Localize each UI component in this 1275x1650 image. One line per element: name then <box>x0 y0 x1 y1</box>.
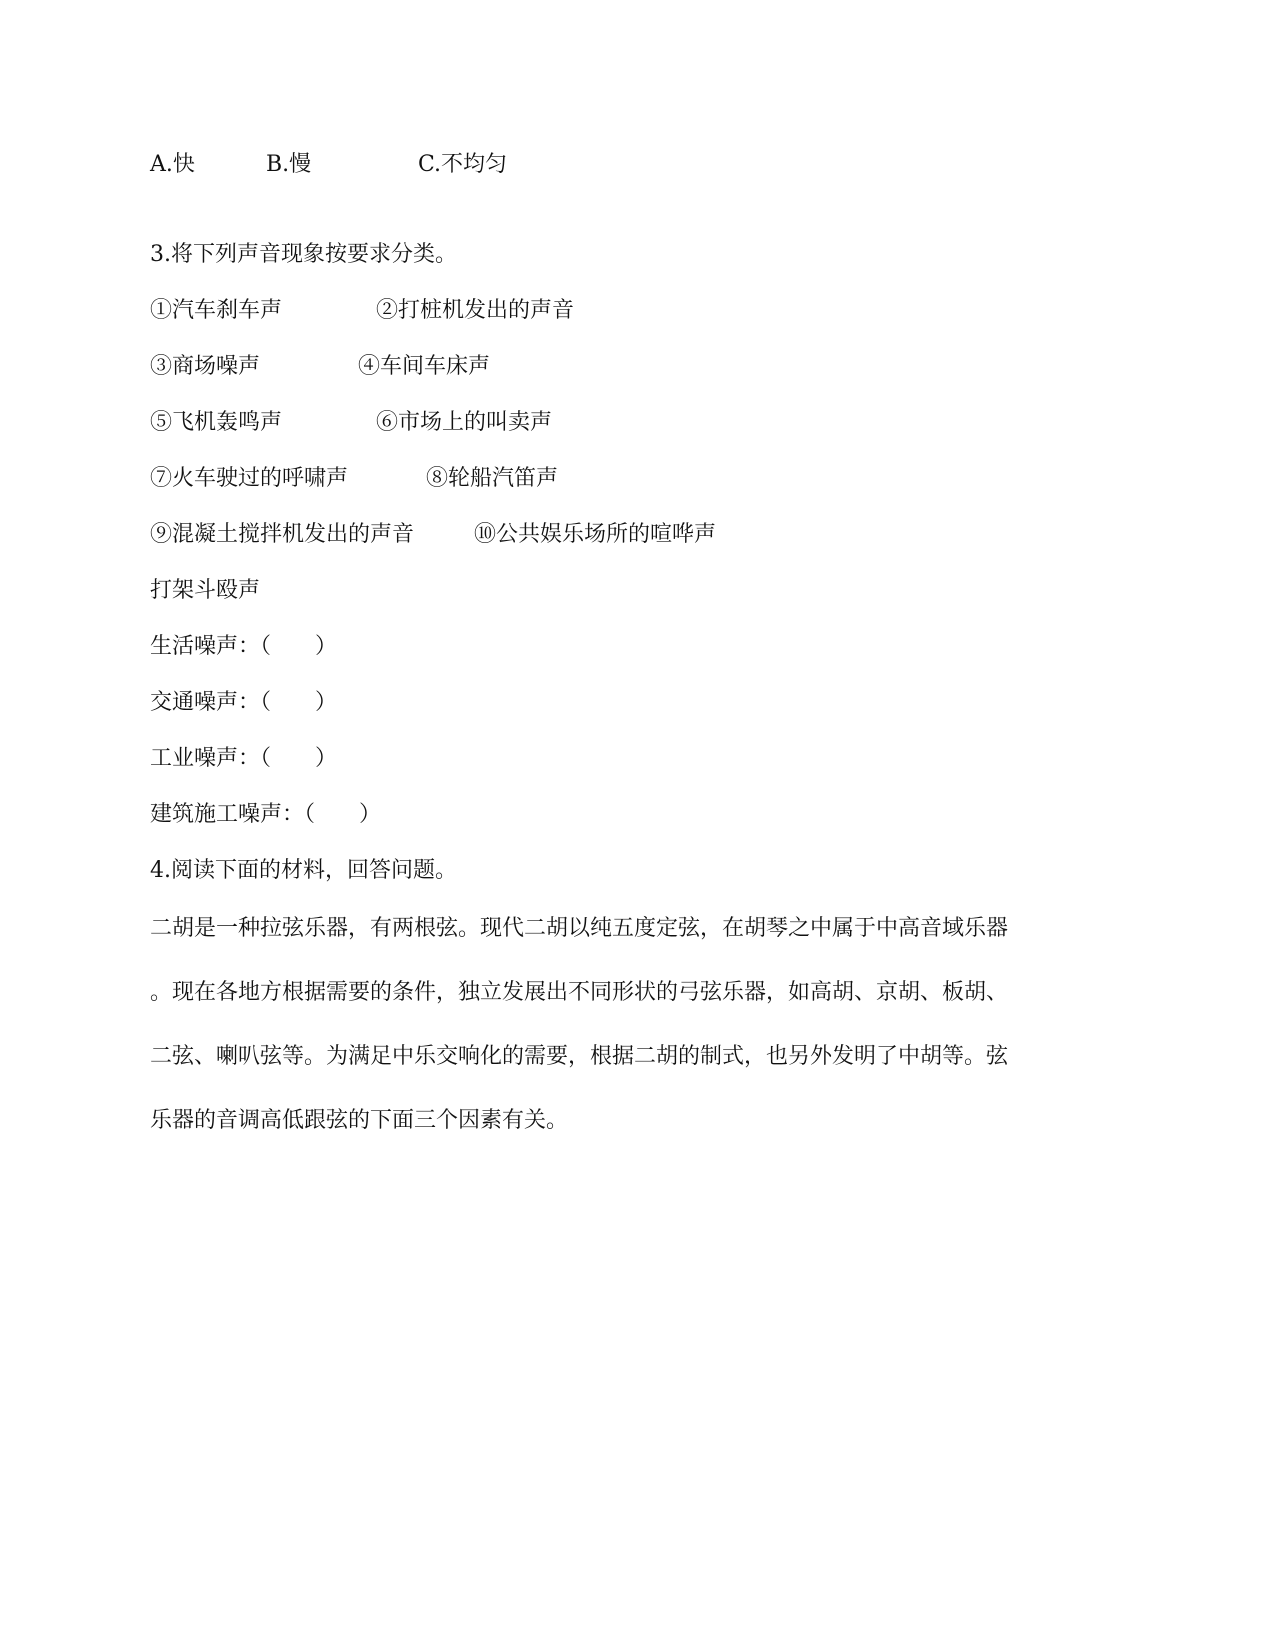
list-item: ⑨混凝土搅拌机发出的声音 <box>150 522 415 547</box>
list-item: ⑥市场上的叫卖声 <box>376 410 553 435</box>
question-3-title: 3.将下列声音现象按要求分类。 <box>150 242 457 267</box>
list-item: ⑤飞机轰鸣声 <box>150 410 283 435</box>
paragraph-line: 二弦、喇叭弦等。为满足中乐交响化的需要，根据二胡的制式，也另外发明了中胡等。弦 <box>150 1044 1009 1069</box>
list-item: ①汽车刹车声 <box>150 298 283 323</box>
category-traffic-noise: 交通噪声：（ ） <box>150 690 338 715</box>
list-item: ③商场噪声 <box>150 354 261 379</box>
list-item: ⑩公共娱乐场所的喧哗声 <box>474 522 717 547</box>
question-4-title: 4.阅读下面的材料，回答问题。 <box>150 858 457 883</box>
list-item: ⑦火车驶过的呼啸声 <box>150 466 349 491</box>
option-c: C.不均匀 <box>418 152 508 177</box>
category-industrial-noise: 工业噪声：（ ） <box>150 746 338 771</box>
list-item: 打架斗殴声 <box>150 578 261 603</box>
option-a: A.快 <box>150 152 195 177</box>
paragraph-line: 。现在各地方根据需要的条件，独立发展出不同形状的弓弦乐器，如高胡、京胡、板胡、 <box>150 980 1009 1005</box>
paragraph-line: 二胡是一种拉弦乐器，有两根弦。现代二胡以纯五度定弦，在胡琴之中属于中高音域乐器 <box>150 916 1009 941</box>
option-b: B.慢 <box>266 152 312 177</box>
list-item: ④车间车床声 <box>358 354 491 379</box>
list-item: ⑧轮船汽笛声 <box>426 466 559 491</box>
category-construction-noise: 建筑施工噪声：（ ） <box>150 802 382 827</box>
list-item: ②打桩机发出的声音 <box>376 298 575 323</box>
paragraph-line: 乐器的音调高低跟弦的下面三个因素有关。 <box>150 1108 569 1133</box>
category-life-noise: 生活噪声：（ ） <box>150 634 338 659</box>
